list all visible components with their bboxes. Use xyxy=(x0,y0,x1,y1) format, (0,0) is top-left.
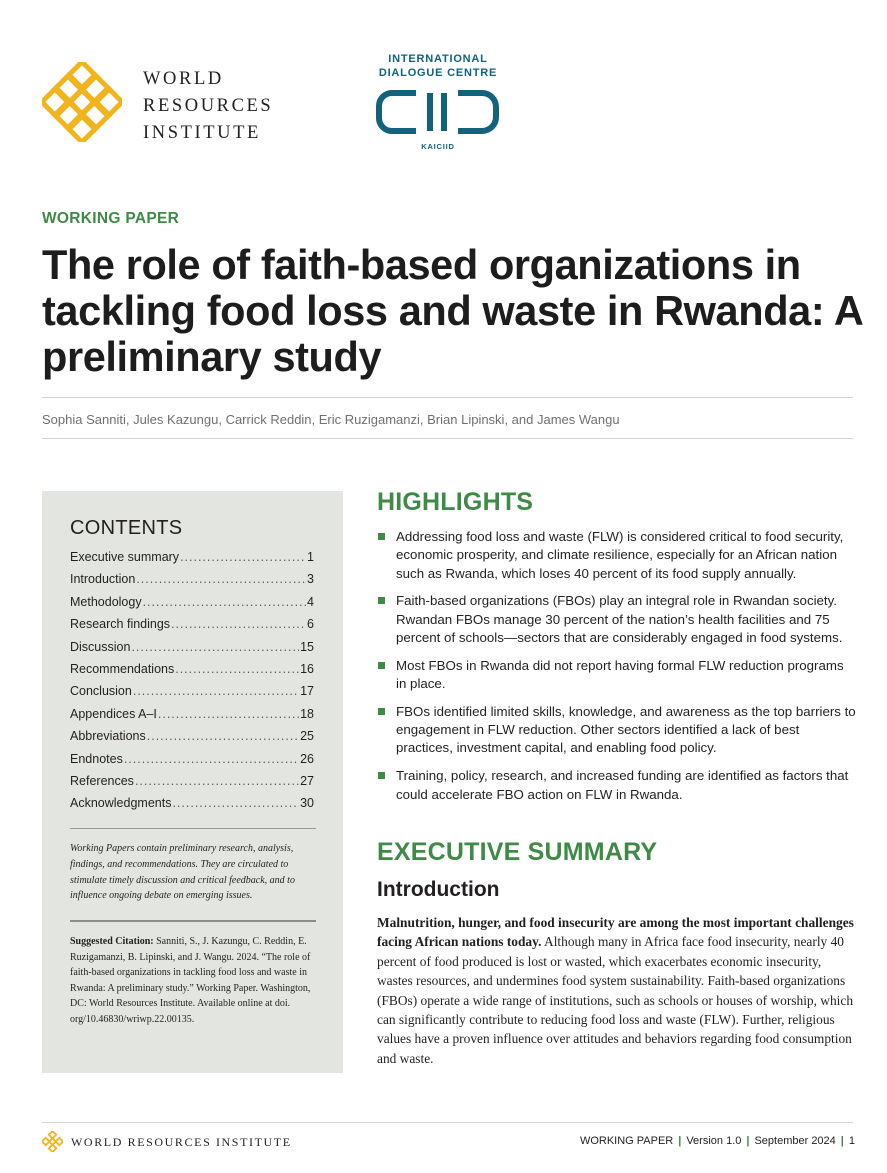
suggested-citation xyxy=(70,934,320,1028)
working-paper-note: Working Papers contain preliminary research, analysis, findings, and recommendations. They are circulated to stimulate timely discussion and critical feedback, and to influence ongoing debate on emerging issues. xyxy=(70,843,295,902)
body-text: Although many in Africa face food insecurity, nearly 40 percent of food produced is lost or wasted, which exacerbates economic insecurity, wastes resources, and undermines food system sustainability. Faith-based organizations (FBOs) operate a wide range of institutions, such as schools or houses of worship, which can significantly contribute to reducing food loss and waste (FLW). Further, religious values have a proven influence over attitudes and behaviors regarding food consumption and waste. xyxy=(377,934,854,1066)
wri-logo-icon xyxy=(42,62,122,142)
toc-item-executive-summary[interactable]: Executive summary ..... 1 xyxy=(70,546,314,568)
toc-item-conclusion[interactable]: Conclusion ..... 17 xyxy=(70,680,314,702)
authors-line: Sophia Sanniti, Jules Kazungu, Carrick Reddin, Eric Ruzigamanzi, Brian Lipinski, and James Wangu xyxy=(42,412,620,427)
list-item: Training, policy, research, and increased funding are identified as factors that could accelerate FBO action on FLW in Rwanda. xyxy=(377,767,857,804)
bullet-square-icon xyxy=(378,772,385,779)
highlights-heading: HIGHLIGHTS xyxy=(377,488,534,516)
list-item: FBOs identified limited skills, knowledge, and awareness as the top barriers to engagement in FLW reduction. Other sectors identified a lack of best practices, investment capital, and enabling food policy. xyxy=(377,703,857,758)
toc-item-discussion[interactable]: Discussion ..... 15 xyxy=(70,636,314,658)
introduction-subheading: Introduction xyxy=(377,878,500,901)
toc-item-introduction[interactable]: Introduction ..... 3 xyxy=(70,568,314,590)
footer-meta: WORKING PAPER | Version 1.0 | September 2024 | 1 xyxy=(579,1135,855,1147)
toc-item-research-findings[interactable]: Research findings ..... 6 xyxy=(70,613,314,635)
wri-wordmark: WORLD RESOURCES INSTITUTE xyxy=(143,69,274,143)
page-title: The role of faith-based organizations in tackling food loss and waste in Rwanda: A preliminary study xyxy=(42,241,862,380)
executive-summary-heading: EXECUTIVE SUMMARY xyxy=(377,838,658,866)
bullet-square-icon xyxy=(378,533,385,540)
kaiciid-top-line-2: DIALOGUE CENTRE xyxy=(378,67,498,79)
toc-item-references[interactable]: References ..... 27 xyxy=(70,770,314,792)
authors-divider xyxy=(42,438,853,439)
footer-divider xyxy=(42,1122,853,1123)
footer-doc-type: WORKING PAPER xyxy=(579,1135,674,1147)
kaiciid-mark-icon xyxy=(376,90,500,134)
list-item: Faith-based organizations (FBOs) play an integral role in Rwandan society. Rwandan FBOs manage 30 percent of the nation’s health facilities and 75 percent of schools—sectors that are considerably engaged in food systems. xyxy=(377,592,857,647)
contents-heading: CONTENTS xyxy=(70,517,183,539)
wri-footer-logo-icon xyxy=(42,1131,63,1152)
bullet-square-icon xyxy=(378,708,385,715)
footer-org-name: WORLD RESOURCES INSTITUTE xyxy=(71,1135,292,1149)
lead-sentence: Malnutrition, hunger, and food insecurity are among the most important challenges facing African nations today. xyxy=(377,915,854,950)
citation-label: Suggested Citation: xyxy=(70,936,154,947)
toc-item-appendices[interactable]: Appendices A–I ..... 18 xyxy=(70,703,314,725)
sidebar-divider xyxy=(70,828,316,829)
page-number: 1 xyxy=(848,1135,855,1147)
list-item: Addressing food loss and waste (FLW) is considered critical to food security, economic prosperity, and climate resilience, especially for an African nation such as Rwanda, which loses 40 percent of its food supply annually. xyxy=(377,528,857,583)
toc-item-methodology[interactable]: Methodology ..... 4 xyxy=(70,591,314,613)
footer-version: Version 1.0 xyxy=(686,1135,742,1147)
kaiciid-top-line-1: INTERNATIONAL xyxy=(388,53,488,65)
executive-summary-paragraph xyxy=(377,913,855,1068)
table-of-contents xyxy=(70,546,314,815)
contents-sidebar xyxy=(42,491,343,1073)
citation-text: Sanniti, S., J. Kazungu, C. Reddin, E. Ruzigamanzi, B. Lipinski, and J. Wangu. 2024. “The role of faith-based organizations in tackling food loss and waste in Rwanda: A preliminary study.” Working Paper. Washington, DC: World Resources Institute. Available online at doi. org/10.46830/wriwp.22.00135. xyxy=(70,936,311,1025)
bullet-square-icon xyxy=(378,597,385,604)
kaiciid-acronym: KAICIID xyxy=(421,142,455,151)
toc-item-acknowledgments[interactable]: Acknowledgments ..... 30 xyxy=(70,792,314,814)
toc-item-endnotes[interactable]: Endnotes ..... 26 xyxy=(70,748,314,770)
bullet-square-icon xyxy=(378,662,385,669)
toc-item-abbreviations[interactable]: Abbreviations ..... 25 xyxy=(70,725,314,747)
list-item: Most FBOs in Rwanda did not report having formal FLW reduction programs in place. xyxy=(377,657,857,694)
doc-kicker: WORKING PAPER xyxy=(42,210,180,227)
sidebar-divider-thick xyxy=(70,920,316,922)
footer-date: September 2024 xyxy=(754,1135,836,1147)
toc-item-recommendations[interactable]: Recommendations ..... 16 xyxy=(70,658,314,680)
highlights-list xyxy=(377,528,857,813)
kaiciid-logo xyxy=(372,52,504,151)
title-divider xyxy=(42,397,853,398)
